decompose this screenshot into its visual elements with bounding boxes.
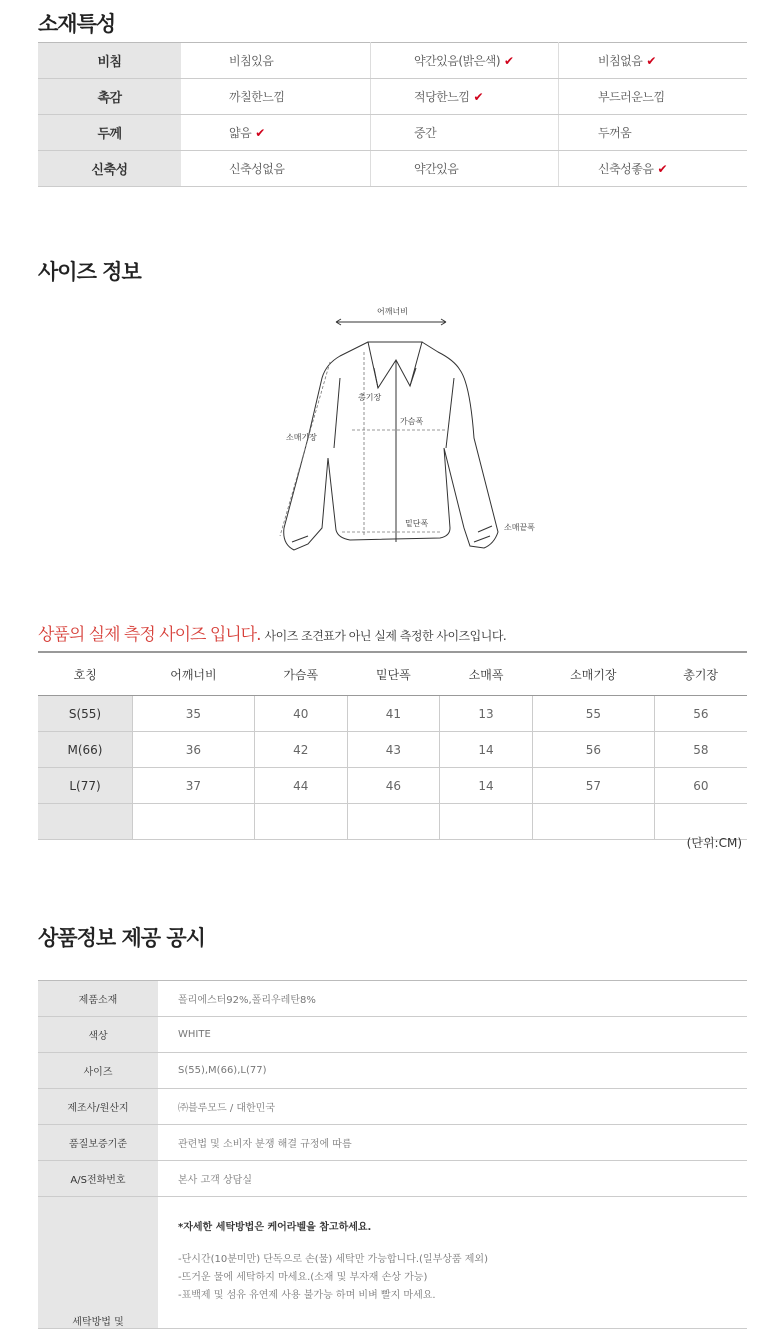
material-row-label: 비침 bbox=[38, 43, 181, 79]
check-icon: ✔ bbox=[657, 162, 668, 176]
size-header-cell: 소매기장 bbox=[532, 652, 654, 696]
size-header-cell: 밑단폭 bbox=[347, 652, 440, 696]
diagram-label-total-length: 총기장 bbox=[358, 393, 382, 402]
size-table bbox=[38, 651, 747, 840]
info-row-label: 사이즈 bbox=[38, 1053, 158, 1089]
material-option bbox=[371, 151, 559, 187]
info-row-wash bbox=[38, 1197, 747, 1329]
size-unit: (단위:CM) bbox=[686, 836, 742, 850]
material-option bbox=[559, 151, 748, 187]
material-table bbox=[38, 42, 747, 187]
material-option-text: 부드러운느낌 bbox=[598, 90, 665, 104]
size-diagram bbox=[270, 298, 560, 568]
size-cell: 42 bbox=[254, 732, 347, 768]
size-cell: 55 bbox=[532, 696, 654, 732]
size-cell: 41 bbox=[347, 696, 440, 732]
size-title: 사이즈 정보 bbox=[38, 260, 141, 284]
size-cell: 57 bbox=[532, 768, 654, 804]
material-row bbox=[38, 43, 747, 79]
size-cell: 46 bbox=[347, 768, 440, 804]
material-option bbox=[181, 79, 371, 115]
material-row bbox=[38, 79, 747, 115]
info-row bbox=[38, 1125, 747, 1161]
material-row-label: 신축성 bbox=[38, 151, 181, 187]
size-note-sub: 사이즈 조견표가 아닌 실제 측정한 사이즈입니다. bbox=[264, 629, 507, 643]
check-icon: ✔ bbox=[646, 54, 656, 68]
info-row-value: 본사 고객 상담실 bbox=[158, 1161, 747, 1197]
material-row bbox=[38, 151, 747, 187]
diagram-label-cuff: 소매끝폭 bbox=[504, 523, 535, 532]
product-info-title: 상품정보 제공 공시 bbox=[38, 926, 205, 950]
size-cell bbox=[132, 804, 254, 840]
wash-line: -단시간(10분미만) 단독으로 손(물) 세탁만 가능합니다.(일부상품 제외) bbox=[178, 1254, 488, 1265]
material-option-text: 약간있음(밝은색) bbox=[414, 54, 501, 68]
size-cell: 44 bbox=[254, 768, 347, 804]
size-cell bbox=[440, 804, 533, 840]
size-cell bbox=[254, 804, 347, 840]
info-row-label: A/S전화번호 bbox=[38, 1161, 158, 1197]
size-cell: 56 bbox=[532, 732, 654, 768]
size-cell bbox=[347, 804, 440, 840]
info-row bbox=[38, 1161, 747, 1197]
size-cell: 35 bbox=[132, 696, 254, 732]
info-row-value: ㈜블루모드 / 대한민국 bbox=[158, 1089, 747, 1125]
material-option bbox=[371, 79, 559, 115]
info-row bbox=[38, 1053, 747, 1089]
material-option bbox=[371, 43, 559, 79]
size-header-cell: 어깨너비 bbox=[132, 652, 254, 696]
size-cell: 36 bbox=[132, 732, 254, 768]
material-row-label: 촉감 bbox=[38, 79, 181, 115]
size-cell: 13 bbox=[440, 696, 533, 732]
material-option-text: 적당한느낌 bbox=[414, 90, 470, 104]
wash-line: -표백제 및 섬유 유연제 사용 불가능 하며 비벼 빨지 마세요. bbox=[178, 1290, 436, 1301]
wash-line: -뜨거운 물에 세탁하지 마세요.(소재 및 부자재 손상 가능) bbox=[178, 1272, 428, 1283]
size-cell bbox=[532, 804, 654, 840]
size-cell: 58 bbox=[654, 732, 747, 768]
size-row bbox=[38, 696, 747, 732]
material-option-text: 비침있음 bbox=[229, 54, 274, 68]
material-row bbox=[38, 115, 747, 151]
info-row-value: WHITE bbox=[158, 1017, 747, 1053]
size-cell: 14 bbox=[440, 732, 533, 768]
diagram-label-shoulder: 어깨너비 bbox=[377, 307, 408, 316]
size-note bbox=[38, 620, 506, 645]
info-row-label: 세탁방법 및 bbox=[38, 1197, 158, 1329]
diagram-label-chest: 가슴폭 bbox=[400, 417, 424, 426]
material-option bbox=[181, 151, 371, 187]
material-option-text: 비침없음 bbox=[598, 54, 643, 68]
material-option bbox=[559, 115, 748, 151]
material-option bbox=[181, 115, 371, 151]
material-option-text: 신축성없음 bbox=[229, 162, 285, 176]
size-row bbox=[38, 804, 747, 840]
size-cell: 43 bbox=[347, 732, 440, 768]
size-row-label bbox=[38, 804, 132, 840]
info-row-label: 색상 bbox=[38, 1017, 158, 1053]
material-option bbox=[181, 43, 371, 79]
size-header-cell: 총기장 bbox=[654, 652, 747, 696]
info-row bbox=[38, 1017, 747, 1053]
material-option-text: 까칠한느낌 bbox=[229, 90, 285, 104]
material-option bbox=[559, 43, 748, 79]
info-row-label: 제조사/원산지 bbox=[38, 1089, 158, 1125]
diagram-label-sleeve-length: 소매기장 bbox=[286, 433, 317, 442]
material-option-text: 중간 bbox=[414, 126, 437, 140]
diagram-label-hem: 밑단폭 bbox=[405, 519, 429, 528]
check-icon: ✔ bbox=[473, 90, 484, 104]
material-title: 소재특성 bbox=[38, 12, 116, 36]
info-row bbox=[38, 981, 747, 1017]
size-row-label: L(77) bbox=[38, 768, 132, 804]
size-cell: 60 bbox=[654, 768, 747, 804]
size-note-red: 상품의 실제 측정 사이즈 입니다. bbox=[38, 625, 261, 645]
material-option-text: 두꺼움 bbox=[598, 126, 632, 140]
size-cell: 40 bbox=[254, 696, 347, 732]
check-icon: ✔ bbox=[504, 54, 514, 68]
info-row-value: 관련법 및 소비자 분쟁 해결 규정에 따름 bbox=[158, 1125, 747, 1161]
material-row-label: 두께 bbox=[38, 115, 181, 151]
size-cell: 37 bbox=[132, 768, 254, 804]
wash-instructions bbox=[158, 1197, 747, 1329]
check-icon: ✔ bbox=[255, 126, 265, 140]
material-option-text: 약간있음 bbox=[414, 162, 459, 176]
info-row-value: 폴리에스터92%,폴리우레탄8% bbox=[158, 981, 747, 1017]
material-option-text: 신축성좋음 bbox=[598, 162, 654, 176]
wash-note-bold: *자세한 세탁방법은 케어라벨을 참고하세요. bbox=[178, 1222, 372, 1233]
material-option bbox=[371, 115, 559, 151]
info-row bbox=[38, 1089, 747, 1125]
size-row-label: M(66) bbox=[38, 732, 132, 768]
size-row bbox=[38, 768, 747, 804]
size-row bbox=[38, 732, 747, 768]
material-option-text: 얇음 bbox=[229, 126, 252, 140]
material-option bbox=[559, 79, 748, 115]
size-header-cell: 호칭 bbox=[38, 652, 132, 696]
size-cell: 56 bbox=[654, 696, 747, 732]
size-header-cell: 가슴폭 bbox=[254, 652, 347, 696]
info-row-label: 품질보증기준 bbox=[38, 1125, 158, 1161]
size-cell: 14 bbox=[440, 768, 533, 804]
size-header-cell: 소매폭 bbox=[440, 652, 533, 696]
size-row-label: S(55) bbox=[38, 696, 132, 732]
product-info-table bbox=[38, 980, 747, 1329]
info-row-label: 제품소재 bbox=[38, 981, 158, 1017]
info-row-value: S(55),M(66),L(77) bbox=[158, 1053, 747, 1089]
